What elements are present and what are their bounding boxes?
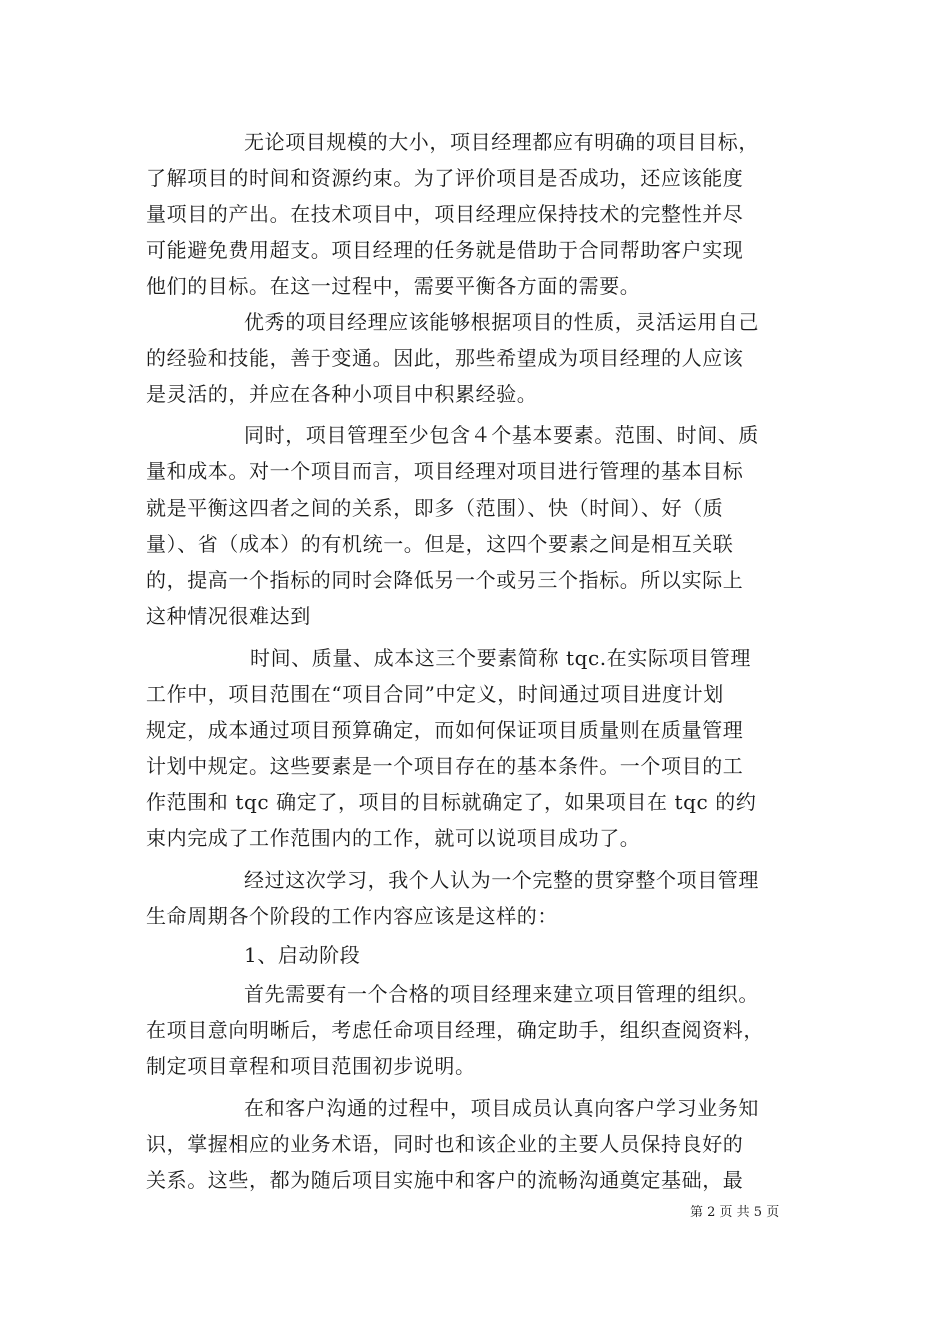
text-line: 识，掌握相应的业务术语，同时也和该企业的主要人员保持良好的 <box>146 1132 744 1156</box>
text-line: 量和成本。对一个项目而言，项目经理对项目进行管理的基本目标 <box>146 459 744 483</box>
text-line: 生命周期各个阶段的工作内容应该是这样的： <box>146 904 558 928</box>
text-line: 工作中，项目范围在“项目合同”中定义，时间通过项目进度计划 <box>146 682 724 706</box>
text-line: 规定，成本通过项目预算确定，而如何保证项目质量则在质量管理 <box>146 718 744 742</box>
text-line: 量项目的产出。在技术项目中，项目经理应保持技术的完整性并尽 <box>146 202 744 226</box>
text-line: 的经验和技能，善于变通。因此，那些希望成为项目经理的人应该 <box>146 346 744 370</box>
text-line: 首先需要有一个合格的项目经理来建立项目管理的组织。 <box>244 982 759 1006</box>
text-line: 束内完成了工作范围内的工作，就可以说项目成功了。 <box>146 826 641 850</box>
text-line: 时间、质量、成本这三个要素简称 tqc.在实际项目管理 <box>250 646 751 670</box>
text-line: 作范围和 tqc 确定了，项目的目标就确定了，如果项目在 tqc 的约 <box>146 790 757 814</box>
text-line: 经过这次学习，我个人认为一个完整的贯穿整个项目管理 <box>244 868 759 892</box>
text-line: 量）、省（成本）的有机统一。但是，这四个要素之间是相互关联 <box>146 532 734 556</box>
page-number: 第 2 页 共 5 页 <box>690 1205 780 1220</box>
text-line: 了解项目的时间和资源约束。为了评价项目是否成功，还应该能度 <box>146 166 744 190</box>
text-line: 制定项目章程和项目范围初步说明。 <box>146 1054 476 1078</box>
text-line: 是灵活的，并应在各种小项目中积累经验。 <box>146 382 538 406</box>
text-line: 关系。这些，都为随后项目实施中和客户的流畅沟通奠定基础，最 <box>146 1168 744 1192</box>
text-line: 就是平衡这四者之间的关系，即多（范围）、快（时间）、好（质 <box>146 496 724 520</box>
text-line: 计划中规定。这些要素是一个项目存在的基本条件。一个项目的工 <box>146 754 744 778</box>
text-line: 他们的目标。在这一过程中，需要平衡各方面的需要。 <box>146 274 641 298</box>
text-line: 的，提高一个指标的同时会降低另一个或另三个指标。所以实际上 <box>146 568 744 592</box>
text-line: 在和客户沟通的过程中，项目成员认真向客户学习业务知 <box>244 1096 759 1120</box>
text-line: 这种情况很难达到 <box>146 604 311 628</box>
text-line: 可能避免费用超支。项目经理的任务就是借助于合同帮助客户实现 <box>146 238 744 262</box>
text-line: 优秀的项目经理应该能够根据项目的性质，灵活运用自己 <box>244 310 759 334</box>
text-line: 同时，项目管理至少包含４个基本要素。范围、时间、质 <box>244 423 759 447</box>
section-heading: 1、启动阶段 <box>244 943 361 967</box>
text-line: 无论项目规模的大小，项目经理都应有明确的项目目标， <box>244 130 759 154</box>
text-line: 在项目意向明晰后，考虑任命项目经理，确定助手，组织查阅资料， <box>146 1018 764 1042</box>
